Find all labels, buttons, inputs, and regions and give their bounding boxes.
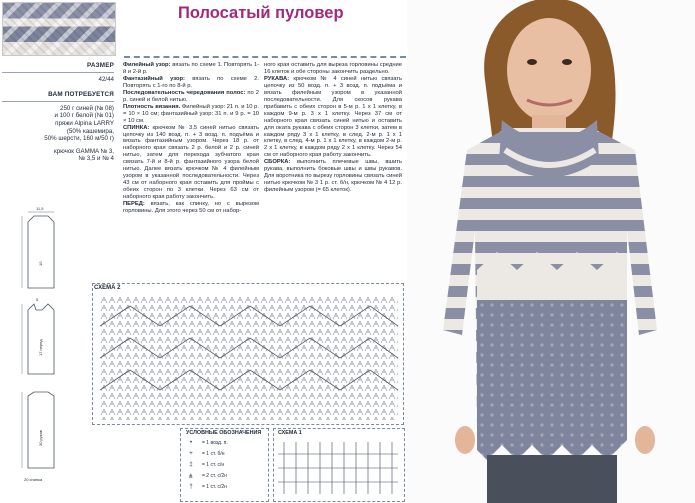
paragraph-assembly: СБОРКА: выполнить плечевые швы, вшить рукава, выполнить боковые швы и швы рукавов. Для воротника по вырезу горловины связать синей нитью крючком № 3 1 р. ст. б/н, крючком № 4 12 р. филейным узором (= 65 клеток). <box>264 159 402 194</box>
size-header: РАЗМЕР <box>87 62 114 69</box>
schema-1-chart <box>278 440 398 496</box>
left-info-panel <box>2 62 114 168</box>
paragraph-stripe-sequence: Последовательность чередования полос: по 2 р. синей и белой нитью. <box>123 89 259 103</box>
legend-symbol: † <box>189 484 193 490</box>
materials-header: ВАМ ПОТРЕБУЕТСЯ <box>48 91 114 99</box>
materials-line: пряжи Alpina LARRY <box>55 119 114 127</box>
sleeve-height-label: 30 рукав <box>38 430 43 446</box>
back-height-label: 10 <box>38 261 43 266</box>
legend-symbol: ⋔ <box>188 474 194 480</box>
back-length-label: 20 спинка <box>24 477 43 482</box>
legend-item: = 1 ст. б/н <box>202 451 225 457</box>
back-schematic <box>28 206 54 288</box>
paragraph-fancy-pattern: Фантазийный узор: вязать по схеме 2. Повторять с 1-го по 8-й р. <box>123 75 259 89</box>
paragraph-front-continued: ного края оставить для выреза горловины средние 16 клеток и обе стороны закончить раздельно. <box>264 62 402 75</box>
instructions-column-1 <box>123 62 259 215</box>
instructions-column-2 <box>264 62 402 194</box>
front-schematic <box>28 297 54 374</box>
materials-line: 250 г синей (№ 08) <box>60 104 114 112</box>
legend-item: = 1 возд. п. <box>202 440 228 446</box>
size-divider <box>2 72 114 73</box>
legend-item: = 1 ст. с/2н <box>202 484 227 490</box>
page-title: Полосатый пуловер <box>178 4 344 22</box>
front-height-label: 17 перед <box>38 339 43 356</box>
legend-item: = 1 ст. с/н <box>202 462 225 468</box>
legend-symbol: • <box>189 440 193 446</box>
materials-line: № 3,5 и № 4 <box>78 155 114 163</box>
paragraph-back: СПИНКА: крючком № 3,5 синей нитью связать цепочку из 140 возд. п. + 3 возд. п. подъёма и вязать фантазийным узором. Через 18 р. от наборного края связать 2 р. белой и 2 р. синей нитью, затем для перехода зубчатого края связать 7-й и 8-й р. фантазийного узора белой нитью. Далее вязать крючком № 4 филейным узором в указанной последовательности. Через 43 см от наборного края оставить для проймы с обеих сторон по 3 клетки. Через 63 см от наборного края работу закончить. <box>123 124 259 201</box>
materials-line: крючок GAMMA № 3, <box>53 147 114 155</box>
front-width-label: 5 <box>36 297 39 302</box>
materials-line: (50% кашемира, <box>66 127 114 135</box>
schema-1-label: СХЕМА 1 <box>278 430 302 436</box>
legend-symbol: + <box>189 451 193 457</box>
paragraph-filet-pattern: Филейный узор: вязать по схеме 1. Повторять 1-й и 2-й р. <box>123 62 259 75</box>
paragraph-sleeves: РУКАВА: крючком № 4 синей нитью связать цепочку из 50 возд. п. + 3 возд. п. подъёма и вязать филейным узором в указанной последовательности. Для скосов рукава прибавить с обеих сторон в 5-м р. 1 х 1 клетку, в каждом 9-м р. 3 х 1 клетку. Через 37 см от наборного края связать синей нитью и оставить для оката рукава с обеих сторон 3 клетки, затем в каждом ряду 3 х 1 клетку, в след. 2-м р. 1 х 1 клетку, в след. 4-м р. 1 х 1 клетку, в каждом 2-м р. 2 х 1 клетку, в каждом ряду 2 х 1 клетку. Через 54 см от наборного края работу закончить. <box>264 75 402 159</box>
size-value: 42/44 <box>98 75 114 83</box>
sleeve-schematic <box>28 392 54 468</box>
yarn-swatch-image <box>2 2 116 56</box>
paragraph-gauge: Плотность вязания. Филейный узор: 21 п. и 10 р. = 10 × 10 см; фантазийный узор: 31 п. и 9 р. = 10 × 10 см. <box>123 103 259 124</box>
materials-divider <box>2 101 114 102</box>
back-width-label: 11,5 <box>36 206 44 211</box>
legend-symbol: ‡ <box>189 462 193 468</box>
materials-line: 50% шерсти, 160 м/50 г) <box>44 135 114 143</box>
legend-title: УСЛОВНЫЕ ОБОЗНАЧЕНИЯ <box>186 430 262 436</box>
legend-item: = 2 ст. с/2н <box>202 473 227 479</box>
materials-line: и 100 г белой (№ 01) <box>54 112 114 120</box>
schema-2-chart <box>100 296 398 420</box>
model-photo <box>407 0 695 503</box>
title-divider <box>124 56 406 58</box>
schema-2-label: СХЕМА 2 <box>94 285 121 291</box>
paragraph-front: ПЕРЕД: вязать, как спинку, но с вырезом горловины. Для этого через 50 см от набор- <box>123 201 259 215</box>
